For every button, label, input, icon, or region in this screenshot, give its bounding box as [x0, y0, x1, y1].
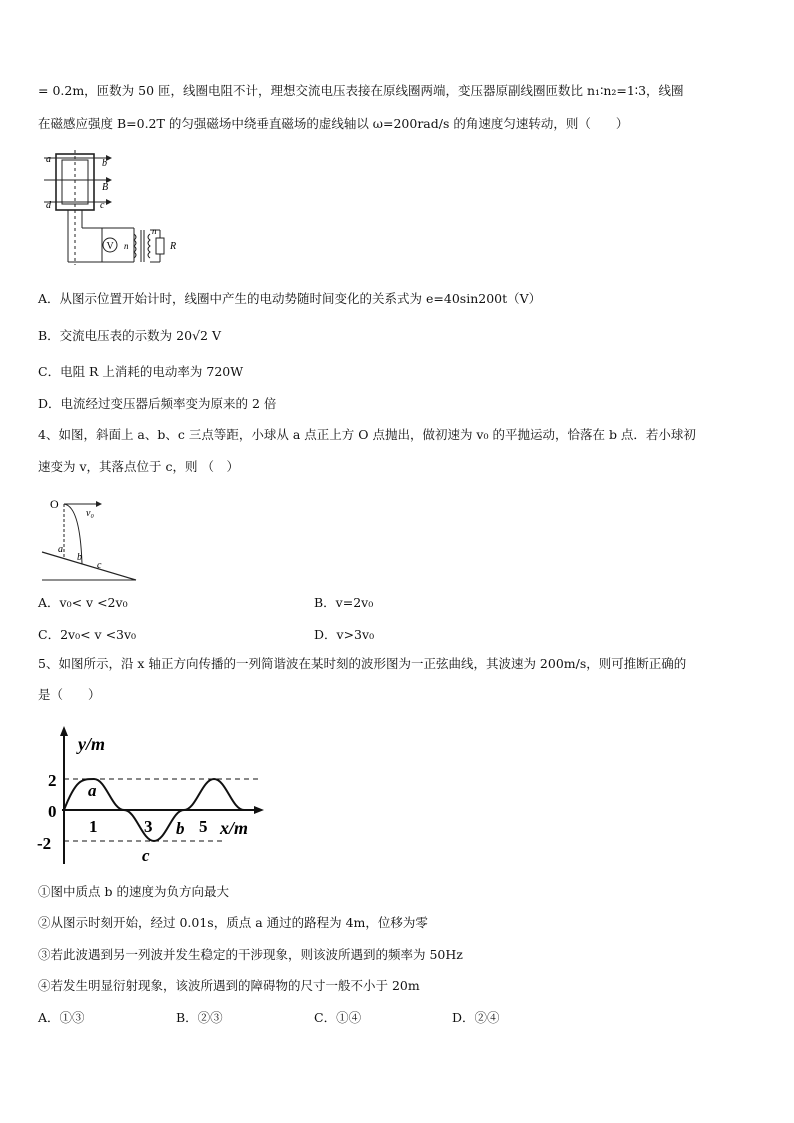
- q3-line-1: = 0.2m，匝数为 50 匝，线圈电阻不计，理想交流电压表接在原线圈两端，变压器原副线圈匝数比 n₁∶n₂=1∶3，线圈: [38, 83, 684, 98]
- y-tick-0: 0: [48, 802, 57, 821]
- q5-line-1: 5、如图所示，沿 x 轴正方向传播的一列简谐波在某时刻的波形图为一正弦曲线，其波速为 200m/s，则可推断正确的: [38, 656, 687, 671]
- y-tick-neg2: -2: [37, 834, 52, 853]
- q3-option-c: C．电阻 R 上消耗的电动率为 720W: [38, 364, 244, 379]
- point-a-label: a: [88, 781, 97, 800]
- voltmeter-label: V: [106, 241, 114, 252]
- point-c-label: c: [142, 846, 150, 865]
- q5-line-2: 是（ ）: [38, 687, 101, 702]
- q3-option-b: B．交流电压表的示数为 20√2 V: [38, 328, 221, 343]
- point-b-label: b: [77, 552, 82, 563]
- q3-line-2: 在磁感应强度 B=0.2T 的匀强磁场中绕垂直磁场的虚线轴以 ω=200rad/s 的角速度匀速转动，则（ ）: [38, 116, 629, 131]
- x-tick-1: 1: [89, 817, 98, 836]
- generator-transformer-figure: [38, 150, 198, 270]
- field-label-B: B: [102, 182, 109, 193]
- coil-label-b: b: [102, 158, 107, 169]
- point-a-label: a: [58, 544, 63, 555]
- q5-option-b: B．②③: [176, 1010, 223, 1025]
- q4-option-d: D．v>3v₀: [314, 627, 375, 642]
- wave-ylabel: y/m: [78, 734, 105, 754]
- q5-option-d: D．②④: [452, 1010, 500, 1025]
- y-tick-2: 2: [48, 771, 57, 790]
- q4-line-2: 速变为 v，其落点位于 c，则 （ ）: [38, 459, 239, 474]
- wave-graph-figure: [34, 724, 274, 870]
- point-b-label: b: [176, 819, 185, 838]
- q5-statement-4: ④若发生明显衍射现象，该波所遇到的障碍物的尺寸一般不小于 20m: [38, 978, 420, 993]
- q4-option-b: B．v=2v₀: [314, 595, 374, 610]
- coil-label-c: c: [100, 200, 105, 211]
- q5-option-c: C．①④: [314, 1010, 362, 1025]
- q4-line-1: 4、如图，斜面上 a、b、c 三点等距，小球从 a 点正上方 O 点抛出，做初速为 v₀ 的平抛运动，恰落在 b 点．若小球初: [38, 427, 696, 442]
- coil-label-a: a: [46, 154, 51, 165]
- x-tick-5: 5: [199, 817, 208, 836]
- q5-statement-1: ①图中质点 b 的速度为负方向最大: [38, 884, 229, 899]
- q3-option-d: D．电流经过变压器后频率变为原来的 2 倍: [38, 396, 277, 411]
- wave-xlabel: x/m: [220, 818, 249, 838]
- x-tick-3: 3: [144, 817, 153, 836]
- q4-option-a: A．v₀< v <2v₀: [38, 595, 128, 610]
- coil-label-d: d: [46, 200, 51, 211]
- projectile-incline-figure: [40, 492, 150, 586]
- q5-statement-3: ③若此波遇到另一列波并发生稳定的干涉现象，则该波所遇到的频率为 50Hz: [38, 947, 463, 962]
- point-c-label: c: [97, 560, 102, 571]
- q5-option-a: A．①③: [38, 1010, 85, 1025]
- q3-option-a: A．从图示位置开始计时，线圈中产生的电动势随时间变化的关系式为 e=40sin200t（V）: [38, 291, 542, 306]
- q5-statement-2: ②从图示时刻开始，经过 0.01s，质点 a 通过的路程为 4m，位移为零: [38, 915, 428, 930]
- resistor-label-R: R: [170, 241, 177, 252]
- primary-turns-label: n: [124, 241, 129, 251]
- launch-point-label: O: [50, 497, 59, 511]
- q4-option-c: C．2v₀< v <3v₀: [38, 627, 137, 642]
- initial-velocity-label: v₀: [86, 508, 94, 519]
- secondary-turns-label: n: [152, 226, 157, 236]
